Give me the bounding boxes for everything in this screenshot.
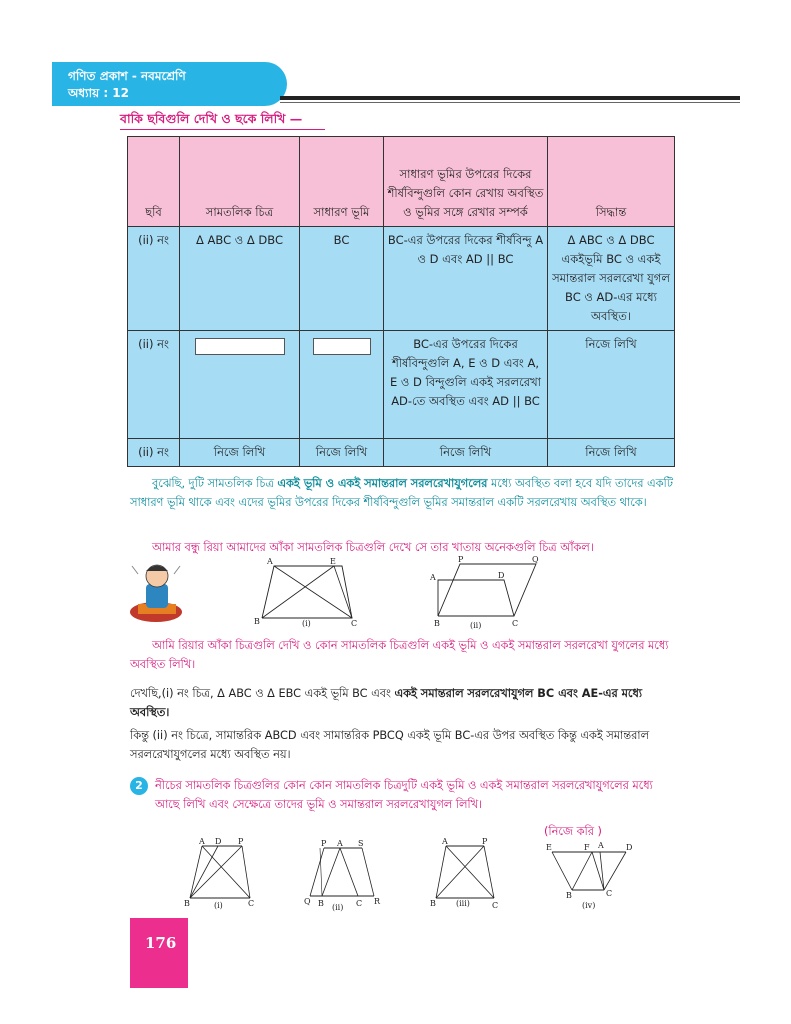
point-label: D — [215, 837, 222, 846]
point-label: F — [584, 843, 590, 852]
row-base-cell — [300, 331, 384, 439]
row-conclusion: নিজে লিখি — [548, 331, 675, 439]
figure-caption: (iv) — [582, 901, 596, 910]
comparison-table — [127, 136, 675, 467]
row-base: BC — [300, 227, 384, 331]
chapter-header-tab — [52, 62, 287, 106]
table-row — [128, 227, 675, 331]
row-conclusion: Δ ABC ও Δ DBC একইভূমি BC ও একই সমান্তরাল সরলরেখা যুগল BC ও AD-এর মধ্যে অবস্থিত। — [548, 227, 675, 331]
riya-figure-2 — [426, 556, 546, 632]
point-label: C — [606, 889, 613, 898]
exercise-note: (নিজে করি ) — [544, 825, 602, 838]
point-label: B — [254, 617, 260, 626]
header-cell-conclusion: সিদ্ধান্ত — [548, 137, 675, 227]
point-label: C — [492, 901, 499, 910]
header-cell-shapes: সামতলিক চিত্র — [180, 137, 300, 227]
row-figures-cell — [180, 331, 300, 439]
point-label: A — [199, 837, 205, 846]
table-header-row — [128, 137, 675, 227]
figure-caption: (ii) — [470, 621, 482, 630]
observation-i — [130, 684, 678, 722]
page-number-box — [130, 918, 188, 988]
point-label: D — [626, 843, 633, 852]
point-label: C — [356, 899, 363, 908]
point-label: P — [482, 837, 488, 846]
figures-answer-box[interactable] — [195, 338, 285, 355]
row-relation: BC-এর উপরের দিকের শীর্ষবিন্দু A ও D এবং AD || BC — [384, 227, 548, 331]
point-label: Q — [304, 897, 311, 906]
observation-ii-text: নং চিত্রে, সামান্তরিক ABCD এবং সামান্তরিক PBCQ একই ভূমি BC-এর উপর অবস্থিত কিন্তু একই সমান্তরাল সরলরেখাযুগলের মধ্যে অবস্থিত নয়। — [130, 729, 649, 761]
row-base: নিজে লিখি — [300, 439, 384, 467]
exercise-number-badge: 2 — [130, 777, 148, 795]
point-label: D — [498, 571, 505, 580]
figure-caption: (ii) — [332, 903, 344, 912]
observation-text: আমি রিয়ার আঁকা চিত্রগুলি দেখি ও কোন সামতলিক চিত্রগুলি একই ভূমি ও একই সমান্তরাল সরলরেখা যুগলের মধ্যে অবস্থিত লিখি। — [130, 639, 669, 671]
student-illustration — [124, 556, 194, 626]
chapter-label: অধ্যায় : 12 — [68, 86, 130, 100]
point-label: S — [358, 839, 364, 848]
point-label: C — [248, 899, 255, 908]
row-relation: নিজে লিখি — [384, 439, 548, 467]
header-rule-thin — [280, 102, 740, 103]
point-label: B — [434, 619, 440, 628]
point-label: Q — [532, 556, 539, 564]
exercise-figure-4 — [540, 836, 640, 918]
point-label: A — [442, 837, 448, 846]
observation-prompt — [130, 636, 675, 674]
section-title: বাকি ছবিগুলি দেখি ও ছকে লিখি — — [120, 111, 303, 126]
point-label: A — [598, 841, 604, 850]
point-label: E — [330, 557, 336, 566]
point-label: P — [458, 556, 464, 564]
point-label: R — [374, 897, 381, 906]
section-underline — [120, 129, 325, 130]
definition-paragraph — [130, 474, 675, 512]
header-cell-figure: ছবি — [128, 137, 180, 227]
row-label: (ii) নং — [128, 227, 180, 331]
figure-caption: (iii) — [456, 899, 470, 908]
table-row — [128, 439, 675, 467]
point-label: B — [318, 899, 324, 908]
point-label: B — [430, 899, 436, 908]
figure-caption: (i) — [302, 619, 311, 628]
row-figures: Δ ABC ও Δ DBC — [180, 227, 300, 331]
point-label: A — [430, 573, 436, 582]
table-row — [128, 331, 675, 439]
observation-ii-lead: কিন্তু (ii) — [130, 729, 168, 742]
observation-ii — [130, 726, 678, 764]
row-label: (ii) নং — [128, 439, 180, 467]
exercise-figure-2 — [300, 836, 386, 916]
exercise-figure-1 — [180, 836, 260, 914]
book-title: গণিত প্রকাশ - নবমশ্রেণি — [68, 69, 186, 83]
def-part2: মধ্যে অবস্থিত বলা হবে যদি তাদের একটি সাধারণ ভূমি থাকে এবং এদের ভূমির উপরের দিকের শীর্ষবিন্দুগুলি ভূমির সমান্তরাল একটি সরলরেখায় অবস্থিত থাকে। — [130, 477, 673, 509]
point-label: P — [321, 839, 327, 848]
observation-i-lead: দেখছি,(i) — [130, 687, 174, 700]
point-label: B — [566, 891, 572, 900]
figure-caption: (i) — [214, 901, 223, 910]
exercise-text: নীচের সামতলিক চিত্রগুলির কোন কোন সামতলিক চিত্রদুটি একই ভূমি ও একই সমান্তরাল সরলরেখাযুগলের মধ্যে আছে লিখি এবং সেক্ষেত্রে তাদের ভূমি ও সমান্তরাল সরলরেখাযুগল লিখি। — [155, 779, 653, 811]
row-label: (ii) নং — [128, 331, 180, 439]
point-label: C — [351, 619, 358, 628]
observation-i-text: নং চিত্র, Δ ABC ও Δ EBC একই ভূমি BC এবং — [177, 687, 395, 700]
point-label: A — [337, 839, 343, 848]
riya-intro-paragraph: আমার বন্ধু রিয়া আমাদের আঁকা সামতলিক চিত্রগুলি দেখে সে তার খাতায় অনেকগুলি চিত্র আঁকল। — [152, 541, 594, 554]
point-label: B — [184, 899, 190, 908]
observation-i-bold: একই সমান্তরাল সরলরেখাযুগল BC এবং AE-এর মধ্যে অবস্থিত। — [130, 687, 643, 719]
row-figures: নিজে লিখি — [180, 439, 300, 467]
point-label: P — [238, 837, 244, 846]
header-rule — [280, 96, 740, 100]
def-part1: বুঝেছি, দুটি সামতলিক চিত্র — [152, 477, 278, 490]
header-cell-base: সাধারণ ভূমি — [300, 137, 384, 227]
base-answer-box[interactable] — [313, 338, 371, 355]
exercise-figure-3 — [428, 836, 504, 914]
point-label: A — [267, 557, 273, 566]
def-bold: একই ভূমি ও একই সমান্তরাল সরলরেখাযুগলের — [277, 477, 488, 490]
point-label: E — [546, 843, 552, 852]
row-conclusion: নিজে লিখি — [548, 439, 675, 467]
header-cell-relation: সাধারণ ভূমির উপরের দিকের শীর্ষবিন্দুগুলি কোন রেখায় অবস্থিত ও ভূমির সঙ্গে রেখার সম্পর্ক — [384, 137, 548, 227]
page-number: 176 — [145, 934, 177, 952]
row-relation: BC-এর উপরের দিকের শীর্ষবিন্দুগুলি A, E ও D এবং A, E ও D বিন্দুগুলি একই সরলরেখা AD-তে অবস্থিত এবং AD || BC — [384, 331, 548, 439]
point-label: C — [512, 619, 519, 628]
riya-figure-1 — [252, 556, 364, 628]
